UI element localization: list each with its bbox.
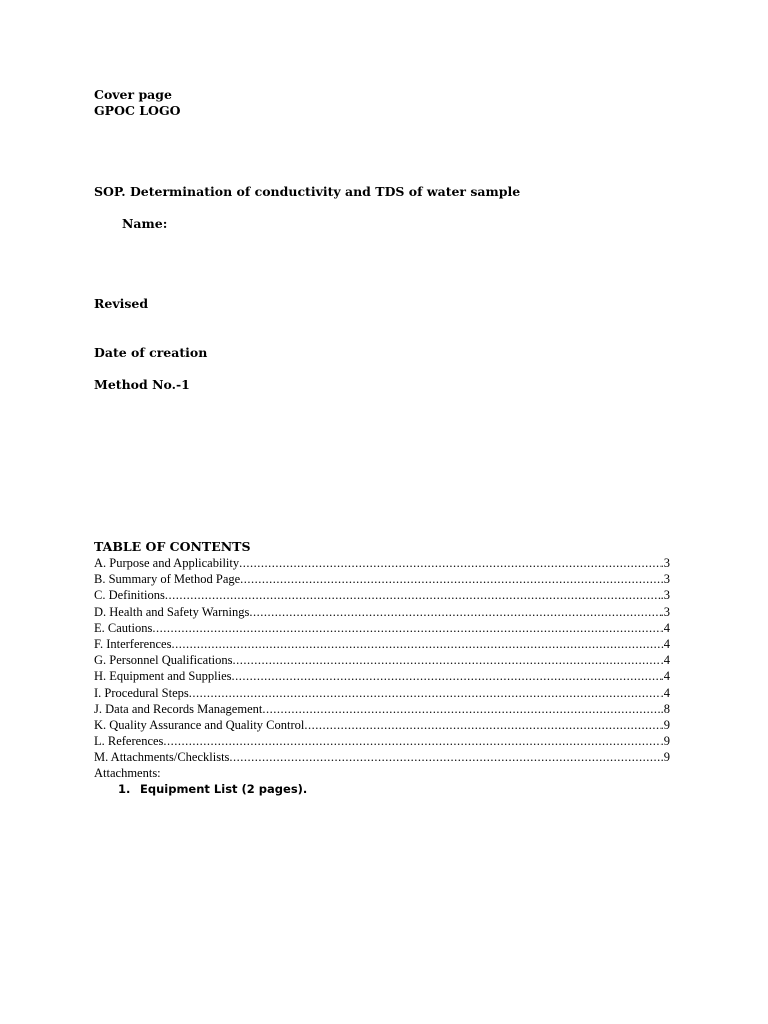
toc-entry-page: 4 [663, 636, 670, 651]
toc-dot-leader [163, 733, 660, 749]
toc-entry-page: .3 [660, 588, 670, 603]
sop-title: SOP. Determination of conductivity and TDS of water sample [94, 184, 521, 199]
toc-dot-leader [240, 571, 660, 587]
toc-entry[interactable] [94, 604, 670, 620]
toc-entries [94, 555, 670, 765]
toc-entry-label: F. Interferences [94, 636, 172, 651]
toc-entry-page: .4 [660, 653, 670, 668]
toc-entry[interactable] [94, 571, 670, 587]
toc-entry-label: L. References [94, 734, 164, 749]
toc-entry-page: .8 [660, 701, 670, 716]
toc-entry-page: .4 [660, 669, 670, 684]
toc-entry[interactable] [94, 555, 670, 571]
attachment-number: 1. [118, 782, 131, 797]
toc-entry-page: .3 [660, 604, 670, 619]
toc-dot-leader [229, 749, 660, 765]
toc-title: TABLE OF CONTENTS [94, 539, 251, 554]
toc-entry-label: K. Quality Assurance and Quality Control [94, 717, 305, 732]
toc-dot-leader [232, 668, 661, 684]
cover-page-label: Cover page [94, 87, 172, 102]
toc-entry-label: I. Procedural Steps [94, 685, 189, 700]
name-label: Name: [122, 216, 168, 231]
toc-entry-page: .3 [660, 572, 670, 587]
toc-entry[interactable] [94, 701, 670, 717]
toc-entry-label: A. Purpose and Applicability [94, 556, 240, 570]
table-of-contents [94, 539, 670, 797]
toc-entry-label: B. Summary of Method Page [94, 572, 241, 587]
toc-entry-page: .9 [660, 717, 670, 732]
revised-label: Revised [94, 296, 149, 311]
toc-entry-label: D. Health and Safety Warnings [94, 604, 250, 619]
attachment-text: Equipment List (2 pages). [140, 782, 308, 797]
toc-entry-page: .9 [660, 734, 670, 749]
toc-entry[interactable] [94, 620, 670, 636]
method-number-label: Method No.-1 [94, 377, 190, 392]
toc-entry[interactable] [94, 636, 670, 652]
attachments-list [94, 781, 670, 797]
toc-dot-leader [304, 717, 660, 733]
toc-dot-leader [262, 701, 660, 717]
toc-entry[interactable] [94, 717, 670, 733]
date-of-creation-label: Date of creation [94, 345, 208, 360]
toc-entry-label: H. Equipment and Supplies [94, 669, 232, 684]
attachments-label: Attachments: [94, 766, 161, 781]
toc-dot-leader [189, 685, 661, 701]
toc-dot-leader [239, 555, 661, 571]
toc-entry-label: C. Definitions [94, 588, 165, 603]
toc-entry-page: .3 [660, 556, 670, 570]
toc-dot-leader [152, 620, 660, 636]
toc-dot-leader [171, 636, 663, 652]
toc-entry-page: .4 [660, 685, 670, 700]
toc-dot-leader [165, 587, 661, 603]
toc-entry[interactable] [94, 587, 670, 603]
toc-entry-label: M. Attachments/Checklists [94, 750, 230, 765]
logo-placeholder: GPOC LOGO [94, 103, 181, 118]
toc-entry[interactable] [94, 652, 670, 668]
toc-entry-label: E. Cautions [94, 620, 153, 635]
toc-entry-page: .4 [660, 620, 670, 635]
toc-entry[interactable] [94, 685, 670, 701]
toc-entry[interactable] [94, 668, 670, 684]
toc-entry-label: J. Data and Records Management [94, 701, 263, 716]
toc-entry-page: .9 [660, 750, 670, 765]
attachment-item [94, 781, 670, 797]
toc-entry[interactable] [94, 749, 670, 765]
toc-dot-leader [249, 604, 660, 620]
toc-dot-leader [233, 652, 661, 668]
toc-entry-label: G. Personnel Qualifications [94, 653, 233, 668]
toc-entry[interactable] [94, 733, 670, 749]
